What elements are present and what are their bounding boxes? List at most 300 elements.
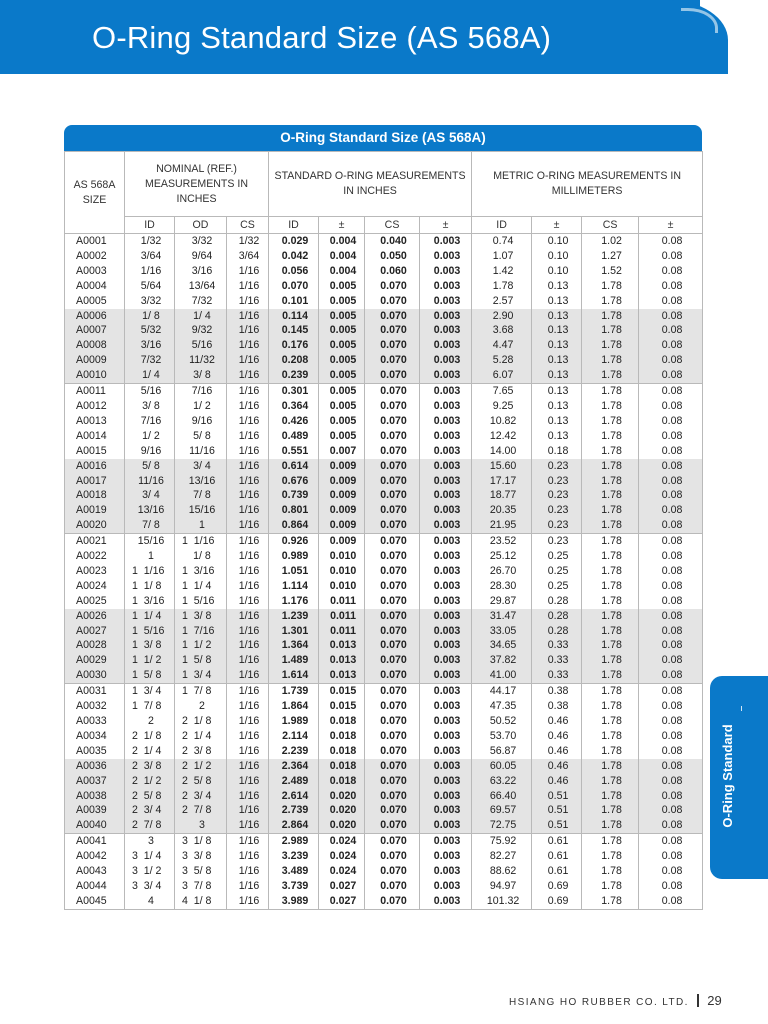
table-cell: 0.011 [319,594,365,609]
table-cell: 0.61 [532,864,582,879]
table-row [65,338,703,353]
table-cell: 0.08 [639,789,703,804]
table-row [65,684,703,699]
table-cell: 1.78 [582,653,639,668]
table-row [65,638,703,653]
table-cell: 0.003 [420,609,472,624]
table-cell: 0.003 [420,474,472,489]
table-cell: 0.28 [532,594,582,609]
table-cell: 1.02 [582,234,639,249]
table-cell: 0.25 [532,579,582,594]
table-cell: 0.61 [532,849,582,864]
table-cell: 0.005 [319,399,365,414]
sub-header-cell: ID [472,217,532,234]
table-cell: 0.024 [319,834,365,849]
table-cell: 0.003 [420,638,472,653]
table-cell: 1/16 [227,338,269,353]
table-cell: 0.070 [365,323,420,338]
table-cell: 0.070 [365,729,420,744]
table-cell: 1/16 [227,879,269,894]
table-cell: 1 3/16 [175,564,227,579]
table-cell: 0.070 [365,564,420,579]
table-cell: 0.003 [420,803,472,818]
table-row [65,384,703,399]
table-cell: 2 3/ 8 [175,744,227,759]
table-cell: 3 3/ 4 [125,879,175,894]
table-cell: 0.23 [532,459,582,474]
table-cell: 0.003 [420,849,472,864]
table-cell: 12.42 [472,429,532,444]
table-cell: 0.08 [639,579,703,594]
table-cell: 1 1/16 [175,534,227,549]
table-cell: 1/16 [227,668,269,683]
table-cell: 1.42 [472,264,532,279]
table-cell: 0.801 [269,503,319,518]
table-cell: 7/ 8 [125,518,175,533]
table-cell: 1.78 [582,564,639,579]
table-cell: A0003 [65,264,125,279]
table-cell: 1/16 [227,624,269,639]
table-cell: 0.070 [365,488,420,503]
table-cell: 53.70 [472,729,532,744]
header-metric: METRIC O-RING MEASUREMENTS IN MILLIMETERS [472,152,703,217]
table-cell: 0.38 [532,684,582,699]
table-cell: 0.08 [639,353,703,368]
table-cell: A0009 [65,353,125,368]
table-cell: 3/16 [125,338,175,353]
table-cell: 1/16 [227,818,269,833]
table-cell: 3 5/ 8 [175,864,227,879]
table-cell: 0.239 [269,368,319,383]
table-cell: 1.52 [582,264,639,279]
table-cell: A0041 [65,834,125,849]
table-cell: 0.364 [269,399,319,414]
table-cell: 0.13 [532,338,582,353]
table-cell: A0002 [65,249,125,264]
table-cell: 0.176 [269,338,319,353]
table-row [65,668,703,683]
table-cell: 0.46 [532,759,582,774]
table-cell: 0.004 [319,264,365,279]
table-cell: 3/ 4 [125,488,175,503]
table-row [65,474,703,489]
table-cell: 1.239 [269,609,319,624]
table-cell: 0.489 [269,429,319,444]
table-cell: 0.69 [532,879,582,894]
table-cell: 2 1/ 8 [175,714,227,729]
table-row [65,309,703,324]
table-cell: 0.51 [532,789,582,804]
table-cell: 1/16 [227,774,269,789]
table-row [65,444,703,459]
table-cell: 1 3/16 [125,594,175,609]
table-cell: 1 1/ 8 [125,579,175,594]
table-cell: A0012 [65,399,125,414]
table-cell: 2 3/ 8 [125,759,175,774]
table-cell: 47.35 [472,699,532,714]
table-cell: 0.009 [319,488,365,503]
table-cell: 0.145 [269,323,319,338]
table-cell: 44.17 [472,684,532,699]
table-cell: 1 3/ 8 [175,609,227,624]
table-cell: 0.009 [319,459,365,474]
table-cell: 1 7/ 8 [125,699,175,714]
table-cell: 0.46 [532,714,582,729]
table-cell: 0.08 [639,399,703,414]
table-cell: 5/16 [125,384,175,399]
table-cell: 1.78 [582,488,639,503]
table-cell: 0.005 [319,323,365,338]
table-cell: 1.78 [582,414,639,429]
footer-divider [697,994,699,1007]
table-row [65,518,703,533]
table-cell: 0.13 [532,429,582,444]
table-row [65,864,703,879]
table-cell: 0.23 [532,503,582,518]
table-cell: 63.22 [472,774,532,789]
table-cell: 0.08 [639,699,703,714]
table-cell: 1.78 [582,534,639,549]
table-cell: 0.33 [532,668,582,683]
table-cell: 0.301 [269,384,319,399]
table-cell: 0.13 [532,294,582,309]
table-cell: A0032 [65,699,125,714]
table-cell: 0.070 [365,309,420,324]
table-cell: 1.739 [269,684,319,699]
table-cell: 1 5/ 8 [125,668,175,683]
table-cell: 0.08 [639,834,703,849]
table-cell: 0.018 [319,744,365,759]
table-cell: 88.62 [472,864,532,879]
table-cell: 1/16 [227,549,269,564]
table-cell: 2.239 [269,744,319,759]
table-row [65,429,703,444]
table-body [65,234,703,910]
table-cell: 1.78 [582,279,639,294]
table-cell: 0.005 [319,338,365,353]
table-cell: 17.17 [472,474,532,489]
table-cell: A0034 [65,729,125,744]
table-cell: 0.114 [269,309,319,324]
table-cell: 0.003 [420,759,472,774]
table-cell: A0011 [65,384,125,399]
table-cell: 0.003 [420,879,472,894]
table-cell: 0.08 [639,338,703,353]
table-cell: 1/16 [125,264,175,279]
table-cell: 3 1/ 4 [125,849,175,864]
table-cell: 0.08 [639,609,703,624]
table-cell: 1.78 [582,849,639,864]
table-cell: 0.08 [639,744,703,759]
table-row [65,368,703,383]
table-cell: 1.78 [582,368,639,383]
table-cell: 1.78 [582,594,639,609]
table-cell: 0.013 [319,638,365,653]
table-cell: 0.003 [420,294,472,309]
table-cell: 0.25 [532,549,582,564]
table-cell: 1/ 4 [175,309,227,324]
table-cell: 0.018 [319,774,365,789]
table-cell: 1.78 [472,279,532,294]
sub-header-row [65,217,703,234]
table-cell: 5/16 [175,338,227,353]
table-cell: A0035 [65,744,125,759]
table-cell: 1/ 2 [125,429,175,444]
table-cell: 2 7/ 8 [125,818,175,833]
table-cell: 0.070 [365,384,420,399]
table-cell: 0.08 [639,759,703,774]
table-cell: 20.35 [472,503,532,518]
table-cell: 0.003 [420,834,472,849]
table-cell: A0010 [65,368,125,383]
table-cell: 82.27 [472,849,532,864]
table-cell: 1/ 4 [125,368,175,383]
table-cell: 1/16 [227,294,269,309]
table-cell: 1/16 [227,803,269,818]
sub-header-cell: CS [365,217,420,234]
table-row [65,399,703,414]
table-cell: 0.08 [639,368,703,383]
table-cell: 0.08 [639,309,703,324]
table-cell: 28.30 [472,579,532,594]
table-cell: 0.070 [365,714,420,729]
table-cell: 1/ 2 [175,399,227,414]
table-cell: 3/ 8 [125,399,175,414]
table-cell: 11/32 [175,353,227,368]
table-cell: 0.08 [639,518,703,533]
table-cell: 0.056 [269,264,319,279]
table-cell: 0.003 [420,429,472,444]
table-cell: 0.926 [269,534,319,549]
table-cell: 0.070 [365,399,420,414]
section-side-tab[interactable] [710,676,768,879]
page-number: 29 [707,993,722,1008]
table-cell: 0.070 [269,279,319,294]
table-cell: 0.015 [319,684,365,699]
table-cell: 0.070 [365,459,420,474]
table-cell: 0.027 [319,879,365,894]
table-cell: 0.003 [420,444,472,459]
table-cell: 5/ 8 [125,459,175,474]
table-cell: 31.47 [472,609,532,624]
table-cell: 1/16 [227,864,269,879]
table-cell: 1.78 [582,774,639,789]
table-cell: 0.08 [639,653,703,668]
table-cell: 1 1/ 4 [175,579,227,594]
table-row [65,624,703,639]
table-cell: 0.020 [319,818,365,833]
sub-header-cell: ID [269,217,319,234]
table-cell: 3/64 [227,249,269,264]
table-cell: 0.614 [269,459,319,474]
table-cell: A0013 [65,414,125,429]
size-table-panel [64,125,702,910]
table-cell: 1.78 [582,444,639,459]
table-cell: 0.08 [639,668,703,683]
table-cell: A0021 [65,534,125,549]
table-cell: 0.003 [420,518,472,533]
table-cell: 1.78 [582,668,639,683]
table-cell: 1/16 [227,894,269,909]
table-cell: 1 7/16 [175,624,227,639]
table-row [65,818,703,833]
table-cell: 2.989 [269,834,319,849]
table-cell: 101.32 [472,894,532,909]
table-row [65,594,703,609]
table-cell: 0.070 [365,864,420,879]
table-cell: 0.08 [639,279,703,294]
table-cell: 0.009 [319,474,365,489]
table-cell: 1/16 [227,384,269,399]
header-standard: STANDARD O-RING MEASUREMENTS IN INCHES [269,152,472,217]
table-cell: 2.614 [269,789,319,804]
table-cell: 4 [125,894,175,909]
table-cell: 1.78 [582,818,639,833]
table-cell: 15.60 [472,459,532,474]
table-cell: 0.08 [639,534,703,549]
table-cell: 1.864 [269,699,319,714]
table-cell: 3/64 [125,249,175,264]
sub-header-cell: ID [125,217,175,234]
table-row [65,564,703,579]
table-cell: A0024 [65,579,125,594]
table-cell: A0036 [65,759,125,774]
table-cell: 0.018 [319,759,365,774]
table-cell: 1.78 [582,744,639,759]
table-cell: 0.003 [420,564,472,579]
table-cell: 0.08 [639,849,703,864]
table-cell: 69.57 [472,803,532,818]
table-cell: 3/ 8 [175,368,227,383]
table-cell: A0008 [65,338,125,353]
table-cell: 0.13 [532,353,582,368]
table-cell: 1.78 [582,638,639,653]
table-cell: 0.08 [639,429,703,444]
table-cell: 1.78 [582,864,639,879]
table-cell: 1/16 [227,834,269,849]
table-cell: 7/16 [125,414,175,429]
table-cell: 1/16 [227,564,269,579]
table-cell: 0.46 [532,774,582,789]
table-cell: 1.78 [582,294,639,309]
table-cell: 0.070 [365,684,420,699]
table-cell: 1/16 [227,444,269,459]
table-cell: 1/16 [227,849,269,864]
table-cell: 0.070 [365,699,420,714]
table-cell: 1 3/ 4 [175,668,227,683]
table-cell: 0.060 [365,264,420,279]
sub-header-cell: ± [319,217,365,234]
table-cell: 56.87 [472,744,532,759]
table-cell: 1 [175,518,227,533]
table-cell: A0038 [65,789,125,804]
table-cell: 2.57 [472,294,532,309]
table-cell: 3.68 [472,323,532,338]
table-cell: 1.78 [582,549,639,564]
table-cell: 1/16 [227,684,269,699]
table-cell: 0.070 [365,818,420,833]
table-cell: 0.46 [532,744,582,759]
table-row [65,789,703,804]
table-cell: 2 3/ 4 [175,789,227,804]
table-cell: 9/32 [175,323,227,338]
table-cell: 0.08 [639,894,703,909]
table-cell: 0.003 [420,714,472,729]
table-cell: 0.08 [639,714,703,729]
table-cell: 1/16 [227,789,269,804]
table-cell: 0.070 [365,609,420,624]
table-cell: 0.005 [319,368,365,383]
table-cell: 0.08 [639,549,703,564]
table-cell: 0.070 [365,668,420,683]
table-cell: 1.614 [269,668,319,683]
table-cell: A0027 [65,624,125,639]
table-cell: 41.00 [472,668,532,683]
table-cell: 1.78 [582,759,639,774]
table-cell: 0.040 [365,234,420,249]
table-cell: 75.92 [472,834,532,849]
table-cell: A0016 [65,459,125,474]
table-cell: 0.005 [319,414,365,429]
table-cell: A0040 [65,818,125,833]
table-cell: A0026 [65,609,125,624]
table-cell: 0.33 [532,638,582,653]
table-cell: 1.989 [269,714,319,729]
table-cell: 2 1/ 4 [175,729,227,744]
table-row [65,549,703,564]
table-row [65,744,703,759]
side-tab-label: O-Ring Standard [720,724,735,828]
table-cell: 1 1/ 2 [175,638,227,653]
table-cell: 0.003 [420,774,472,789]
table-cell: 0.003 [420,234,472,249]
table-cell: 23.52 [472,534,532,549]
table-cell: 5/64 [125,279,175,294]
table-cell: 0.08 [639,488,703,503]
table-cell: 1/16 [227,353,269,368]
table-cell: A0042 [65,849,125,864]
table-cell: 0.024 [319,849,365,864]
table-cell: 2.364 [269,759,319,774]
table-cell: 0.004 [319,249,365,264]
table-cell: 0.070 [365,279,420,294]
table-cell: 0.08 [639,264,703,279]
table-cell: 3/32 [125,294,175,309]
table-cell: 0.070 [365,879,420,894]
table-cell: 1 1/16 [125,564,175,579]
table-cell: 0.070 [365,353,420,368]
table-cell: 0.003 [420,368,472,383]
table-cell: 1/16 [227,399,269,414]
table-cell: 0.003 [420,384,472,399]
table-cell: 0.070 [365,368,420,383]
table-cell: 1/16 [227,323,269,338]
table-cell: 0.23 [532,488,582,503]
table-cell: 1 [125,549,175,564]
table-cell: 1/32 [125,234,175,249]
table-cell: 2 1/ 2 [125,774,175,789]
table-cell: 0.070 [365,774,420,789]
table-cell: 0.003 [420,789,472,804]
table-cell: 1.78 [582,459,639,474]
table-cell: 13/64 [175,279,227,294]
table-cell: 1 1/ 2 [125,653,175,668]
table-cell: 0.13 [532,384,582,399]
table-cell: A0017 [65,474,125,489]
table-row [65,353,703,368]
table-cell: 0.10 [532,264,582,279]
sub-header-cell: ± [532,217,582,234]
